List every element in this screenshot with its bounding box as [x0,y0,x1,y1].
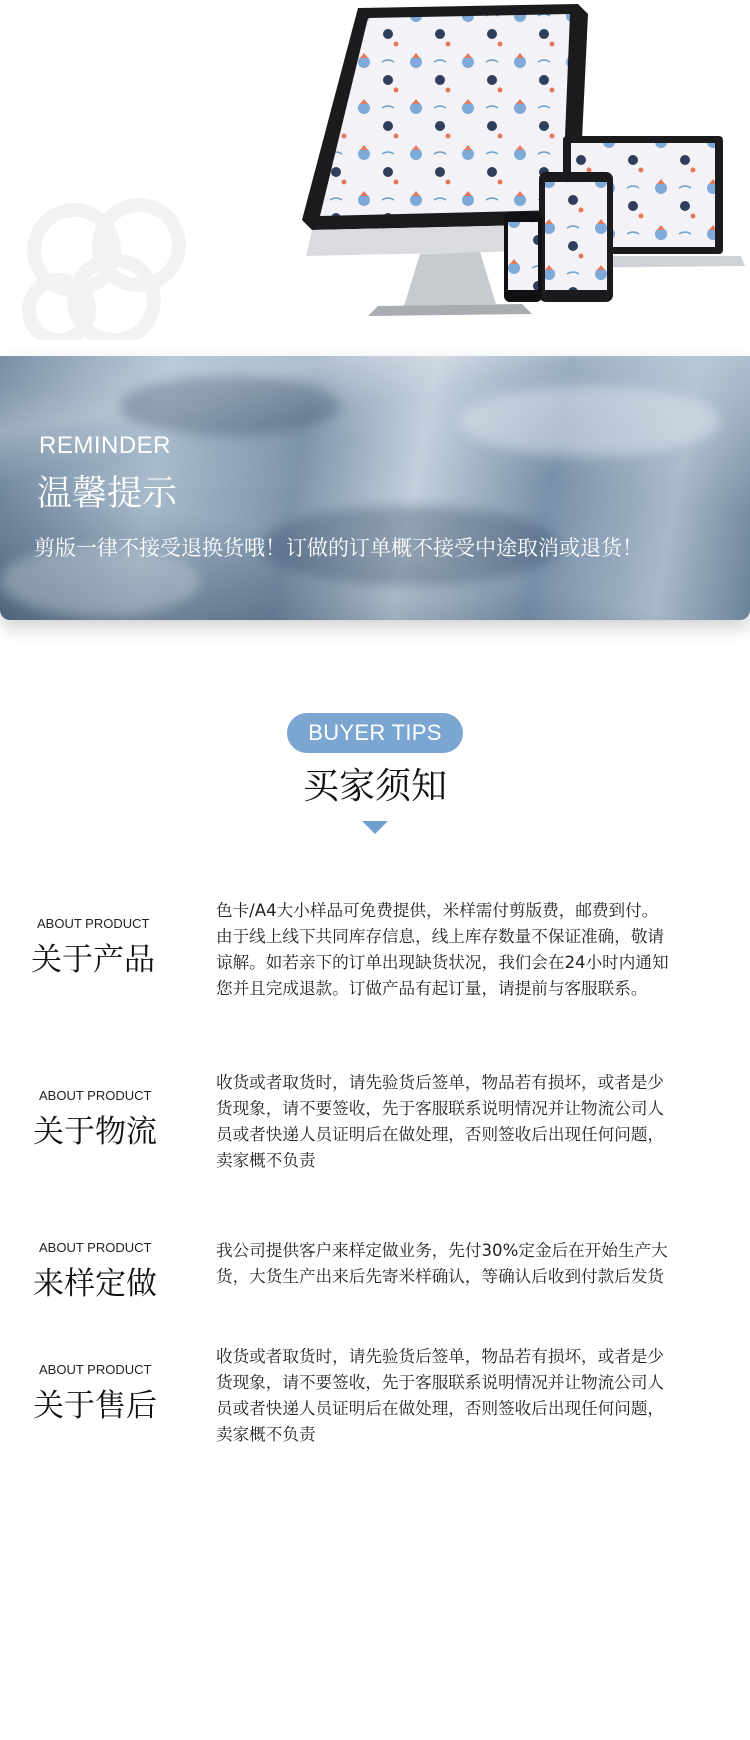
section-body-line: 收货或者取货时，请先验货后签单，物品若有损坏，或者是少 [216,1347,665,1366]
section-body [216,1070,740,1174]
buyer-tips-title: 买家须知 [302,766,447,807]
product-hero [0,0,750,356]
section-title: 关于物流 [33,1114,157,1150]
section-custom-order [0,1238,750,1308]
section-label-en: ABOUT PRODUCT [39,1088,152,1103]
section-body-line: 收货或者取货时，请先验货后签单，物品若有损坏，或者是少 [216,1073,665,1092]
section-body-line: 您并且完成退款。订做产品有起订量，请提前与客服联系。 [216,979,648,998]
section-body-line: 色卡/A4大小样品可免费提供，米样需付剪版费，邮费到付。 [216,901,659,920]
section-body-line: 谅解。如若亲下的订单出现缺货状况，我们会在24小时内通知 [216,953,669,972]
section-label-en: ABOUT PRODUCT [39,1362,152,1377]
buyer-tips-badge: BUYER TIPS [287,713,463,753]
section-body-line: 货，大货生产出来后先寄米样确认，等确认后收到付款后发货 [216,1267,665,1286]
section-body [216,898,740,1002]
section-body [216,1238,740,1290]
reminder-title: 温馨提示 [37,474,178,514]
section-body-line: 我公司提供客户来样定做业务，先付30%定金后在开始生产大 [216,1241,668,1260]
section-label-en: ABOUT PRODUCT [37,916,150,931]
section-body-line: 卖家概不负责 [216,1151,316,1170]
section-body [216,1344,740,1448]
section-label-en: ABOUT PRODUCT [39,1240,152,1255]
section-body-line: 由于线上线下共同库存信息，线上库存数量不保证准确，敬请 [216,927,665,946]
phone-image [502,210,546,306]
section-body-line: 员或者快递人员证明后在做处理，否则签收后出现任何问题， [216,1125,665,1144]
section-title: 来样定做 [33,1266,157,1302]
section-about-logistics [0,1070,750,1180]
section-body-line: 员或者快递人员证明后在做处理，否则签收后出现任何问题， [216,1399,665,1418]
reminder-note: 剪版一律不接受退换货哦！订做的订单概不接受中途取消或退货！ [34,536,643,560]
section-body-line: 货现象，请不要签收，先于客服联系说明情况并让物流公司人 [216,1099,665,1118]
section-body-line: 货现象，请不要签收，先于客服联系说明情况并让物流公司人 [216,1373,665,1392]
section-after-sales [0,1344,750,1454]
reminder-label-en: REMINDER [39,432,172,459]
triangle-down-icon [362,821,388,834]
section-title: 关于产品 [31,942,155,978]
section-body-line: 卖家概不负责 [216,1425,316,1444]
reminder-banner [0,356,750,620]
section-about-product [0,896,750,1006]
flower-logo-watermark [14,190,214,340]
section-title: 关于售后 [33,1388,157,1424]
tablet-image [537,170,617,306]
